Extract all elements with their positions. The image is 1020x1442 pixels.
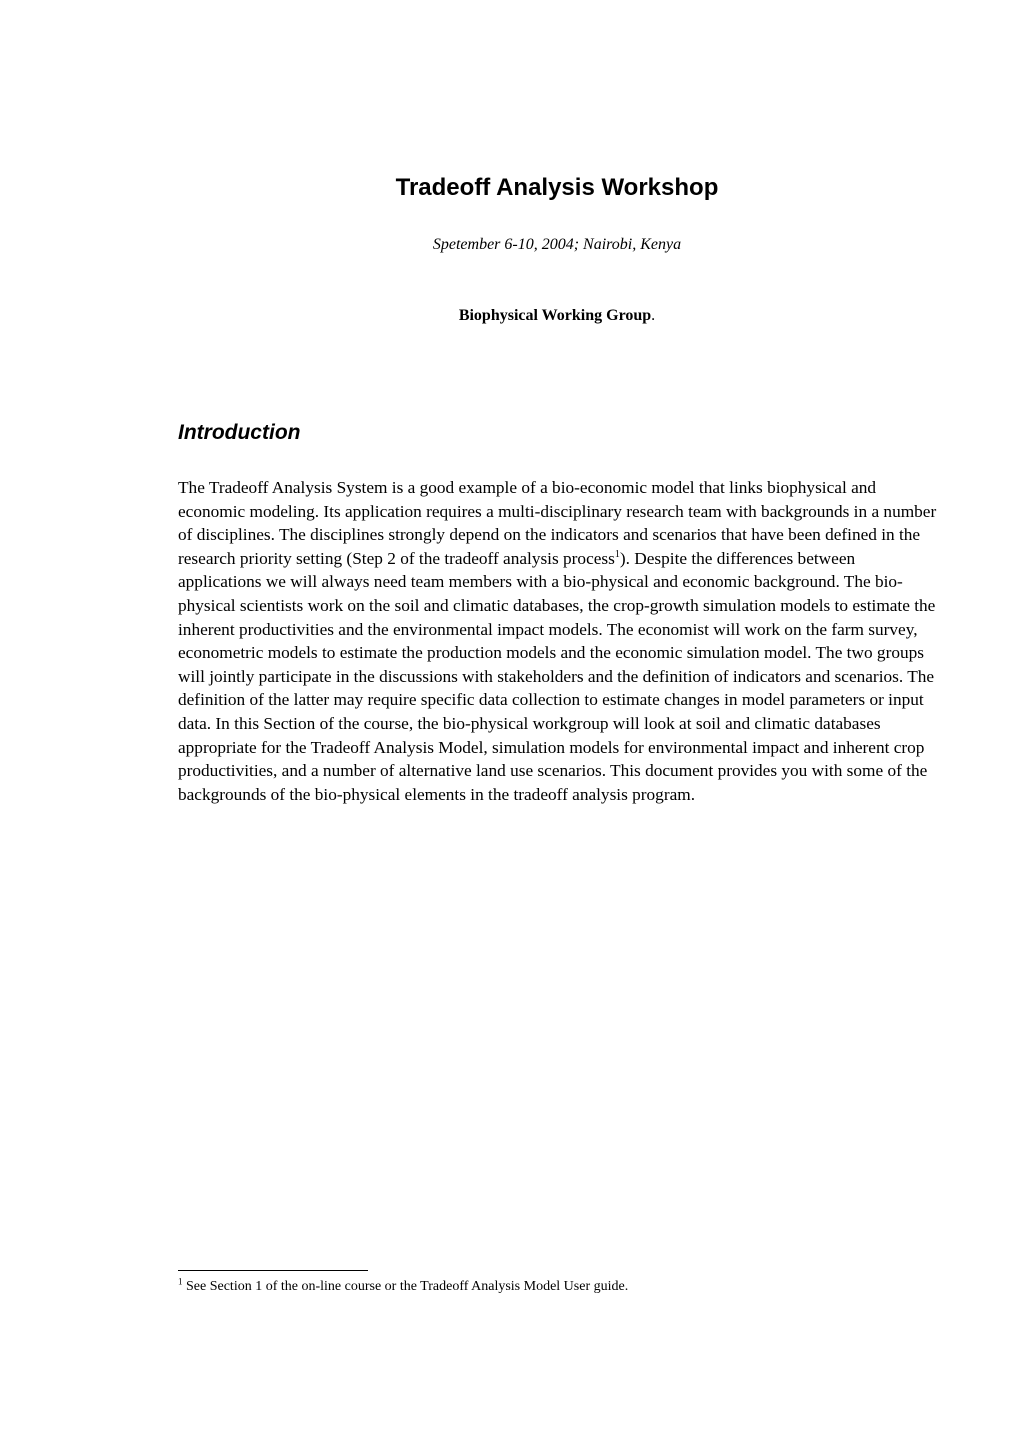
working-group-line <box>0 304 1020 328</box>
footnote-reference[interactable]: 1 <box>614 549 620 561</box>
working-group-name: Biophysical Working Group <box>458 307 652 324</box>
paragraph-text-part2: ). Despite the differences between applications we will always need team members with a bio-physical and economic background. The bio-physical scientists work on the soil and climatic databases, the crop-growth simulation models to estimate the inherent productivities and the environmental impact models. The economist will work on the farm survey, econometric models to estimate the production models and the economic simulation model. The two groups will jointly participate in the discussions with stakeholders and the definition of indicators and scenarios. The definition of the latter may require specific data collection to estimate changes in model parameters or input data. In this Section of the course, the bio-physical workgroup will look at soil and climatic databases appropriate for the Tradeoff Analysis Model, simulation models for environmental impact and inherent crop productivities, and a number of alternative land use scenarios. This document provides you with some of the backgrounds of the bio-physical elements in the tradeoff analysis program. <box>178 548 936 804</box>
footnote-separator <box>178 1270 368 1271</box>
document-title: Tradeoff Analysis Workshop <box>395 174 719 201</box>
footnote <box>178 1277 958 1297</box>
working-group-punct: . <box>651 307 656 324</box>
document-subtitle: Spetember 6-10, 2004; Nairobi, Kenya <box>432 236 682 253</box>
section-heading: Introduction <box>178 421 301 444</box>
intro-paragraph <box>178 476 940 806</box>
footnote-mark: 1 <box>178 1276 183 1287</box>
footnote-text: See Section 1 of the on-line course or the Tradeoff Analysis Model User guide. <box>182 1279 629 1294</box>
paragraph-text-part1: The Tradeoff Analysis System is a good example of a bio-economic model that links biophysical and economic modeling. Its application requires a multi-disciplinary research team with backgrounds in a number of disciplines. The disciplines strongly depend on the indicators and scenarios that have been defined in the research priority setting (Step 2 of the tradeoff analysis process <box>178 478 937 568</box>
